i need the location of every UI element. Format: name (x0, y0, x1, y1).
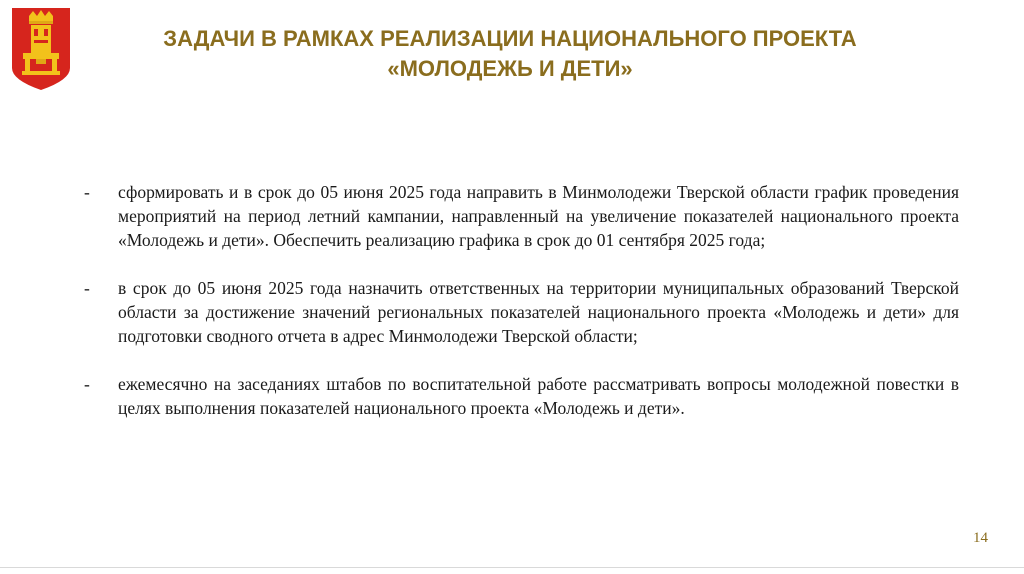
task-text: сформировать и в срок до 05 июня 2025 года направить в Минмолодежи Тверской области график проведения мероприятий на период летний кампании, направленный на увеличение показателей национального проекта «Молодежь и дети». Обеспечить реализацию графика в срок до 01 сентября 2025 года; (118, 182, 959, 250)
task-text: в срок до 05 июня 2025 года назначить ответственных на территории муниципальных образований Тверской области за достижение значений региональных показателей национального проекта «Молодежь и дети» для подготовки сводного отчета в адрес Минмолодежи Тверской области; (118, 278, 959, 346)
slide-title-line-1: ЗАДАЧИ В РАМКАХ РЕАЛИЗАЦИИ НАЦИОНАЛЬНОГО ПРОЕКТА (163, 26, 857, 51)
tver-coat-of-arms-icon (10, 6, 72, 92)
task-item-2 (84, 276, 959, 348)
slide-title (80, 24, 940, 84)
bullet-dash: - (84, 278, 90, 298)
slide-bottom-border (0, 567, 1024, 568)
task-item-1 (84, 180, 959, 252)
task-list (84, 180, 959, 444)
slide-title-line-2: «МОЛОДЕЖЬ И ДЕТИ» (387, 56, 633, 81)
bullet-dash: - (84, 374, 90, 394)
task-item-3 (84, 372, 959, 420)
page-number: 14 (973, 530, 988, 546)
bullet-dash: - (84, 182, 90, 202)
task-text: ежемесячно на заседаниях штабов по воспитательной работе рассматривать вопросы молодежной повестки в целях выполнения показателей национального проекта «Молодежь и дети». (118, 374, 959, 418)
